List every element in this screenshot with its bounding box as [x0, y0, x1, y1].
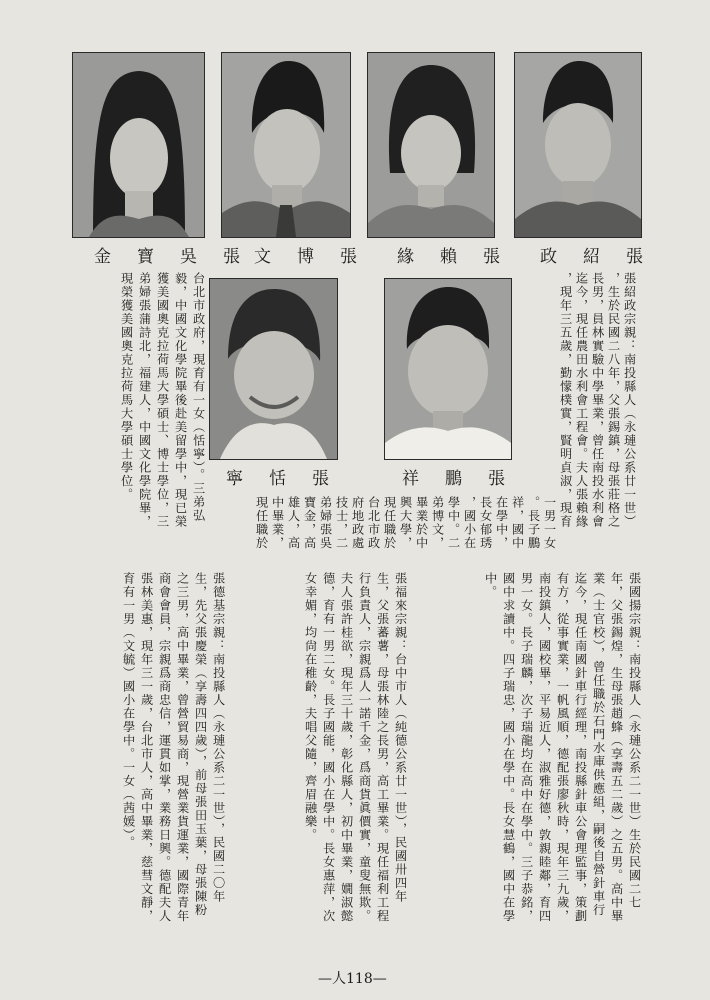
bio-text-column: 年，父張錫煌，生母張趙蜂（享壽五二歲）之五男。高中畢	[609, 572, 624, 923]
bio-text-column: 寶金，高	[302, 496, 317, 550]
bio-text-column: 女幸媚，均尙在稚齡，夫唱父隨，齊眉融樂。	[303, 572, 318, 842]
bio-text-column: 夫人張許桂欲，現年三十歲，彰化縣人，初中畢業，嫺淑懿	[339, 572, 354, 923]
bio-text-column: 台北市政府，現育有一女（恬寧）。三弟弘	[191, 272, 206, 523]
bio-text-column: 國中求讀中。四子瑞忠，國小在學中。長女慧鶴，國中在學	[501, 572, 516, 923]
bio-text-column: 技士，二	[334, 496, 349, 550]
portrait-photo-wu-baojin	[72, 52, 205, 238]
bio-text-column: 迄今，現任南國針車行經理，南投縣針車公會理監事，策劃	[573, 572, 588, 923]
bio-text-column: 弟婦張吳	[318, 496, 333, 550]
bio-text-column: 南投鎮人，國校畢，平易近人，淑雅好德，敦親睦鄰，育四	[537, 572, 552, 923]
bio-text-column: 現榮獲美國奧克拉荷馬大學碩士學位。	[119, 272, 134, 502]
bio-text-column: 弟博文，	[430, 496, 445, 550]
caption-zhang-shaozheng: 政紹張	[540, 247, 669, 267]
bio-text-column: 雄人，高	[286, 496, 301, 550]
bio-text-column: 長女郁琇	[478, 496, 493, 550]
bio-text-column: 業（士官校），曾任職於石門水庫供應組，嗣後自營針車行	[591, 572, 606, 917]
bio-text-column: 。長子鵬	[526, 496, 541, 550]
bio-text-column: ，現年三五歲，勤懞樸實，賢明貞淑，現育	[558, 272, 573, 529]
bio-text-column: 德，育有一男二女。長子國能，國小在學中。長女惠萍，次	[321, 572, 336, 923]
bio-text-column: 張紹政宗親：南投縣人（永璉公系廿一世）	[622, 272, 637, 529]
bio-text-column: 迄今，現任農田水利會工程會。夫人張賴緣	[574, 272, 589, 529]
bio-text-column: 在學中，	[494, 496, 509, 550]
bio-text-column: 張德基宗親：南投縣人（永璉公系二一世），民國二〇年	[211, 572, 226, 904]
portrait-photo-lai-yuan	[367, 52, 495, 238]
bio-text-column: 有方，從事實業，一帆風順，德配張廖秋時，現年三九歲，	[555, 572, 570, 923]
caption-zhang-tianning: 寧恬張	[226, 469, 355, 489]
bio-text-column: 毅，中國文化學院畢後赴美留學中，現已榮	[173, 272, 188, 529]
bio-text-column: 一男一女	[542, 496, 557, 550]
page-number: —人118—	[318, 971, 387, 987]
portrait-photo-zhang-tianning	[209, 278, 338, 460]
bio-text-column: 中畢業，	[270, 496, 285, 550]
bio-text-column: 現任職於	[382, 496, 397, 550]
bio-text-column: ，生於民國二八年，父張錫鎮，母張莊格之	[606, 272, 621, 529]
bio-text-column: 商會會員，宗親爲商忠信，運貫如掌，業務日興。德配夫人	[157, 572, 172, 923]
bio-text-column: 中。	[483, 572, 498, 599]
bio-text-column: 張國揚宗親：南投縣人（永璉公系二一世）生於民國二七	[627, 572, 642, 910]
portrait-photo-zhang-pengxiang	[384, 278, 512, 460]
caption-lai-yuan: 緣賴張	[397, 247, 526, 267]
bio-text-column: ，國小在	[462, 496, 477, 550]
bio-text-column: 學中。二	[446, 496, 461, 550]
portrait-photo-zhang-bowen	[221, 52, 351, 238]
bio-text-column: 現任職於	[254, 496, 269, 550]
portrait-photo-zhang-shaozheng	[514, 52, 642, 238]
bio-text-column: 張福來宗親：台中市人（純德公系廿一世），民國卅四年	[393, 572, 408, 904]
bio-text-column: 台北市政	[366, 496, 381, 550]
bio-text-column: 男一女。長子瑞麟，次子瑞龍均在高中在學中。三子恭銘，	[519, 572, 534, 923]
bio-text-column: 長男，員林實驗中學畢業，曾任南投水利會	[590, 272, 605, 529]
caption-zhang-pengxiang: 祥鵬張	[402, 469, 531, 489]
bio-text-column: 獲美國奧克拉荷馬大學碩士、博士學位，三	[155, 272, 170, 529]
bio-text-column: 府地政處	[350, 496, 365, 550]
bio-text-column: 弟婦張蒲詩北，福建人，中國文化學院畢，	[137, 272, 152, 529]
bio-text-column: 育有一男（文毓）國小在學中。一女（茜媛）。	[121, 572, 136, 850]
bio-text-column: 張林美惠，現年三一歲，台北市人，高中畢業，慈彗文靜，	[139, 572, 154, 923]
bio-text-column: 行負責人，宗親爲人一諾千金，爲商貨眞價實，童叟無欺。	[357, 572, 372, 923]
caption-zhang-bowen: 文博張	[254, 247, 383, 267]
bio-text-column: 畢業於中	[414, 496, 429, 550]
bio-text-column: 祥，國中	[510, 496, 525, 550]
bio-text-column: 之三男，高中畢業，曾營貿易商，現營業貨運業，國際青年	[175, 572, 190, 923]
bio-text-column: 興大學，	[398, 496, 413, 550]
caption-wu-baojin: 金寶吳張	[94, 247, 266, 267]
bio-text-column: 生，父張蕃薯，母張林陸之長男，高工畢業。現任福利工程	[375, 572, 390, 923]
bio-text-column: 生，先父張慶榮（享壽四四歲），前母張田玉葉，母張陳粉	[193, 572, 208, 917]
